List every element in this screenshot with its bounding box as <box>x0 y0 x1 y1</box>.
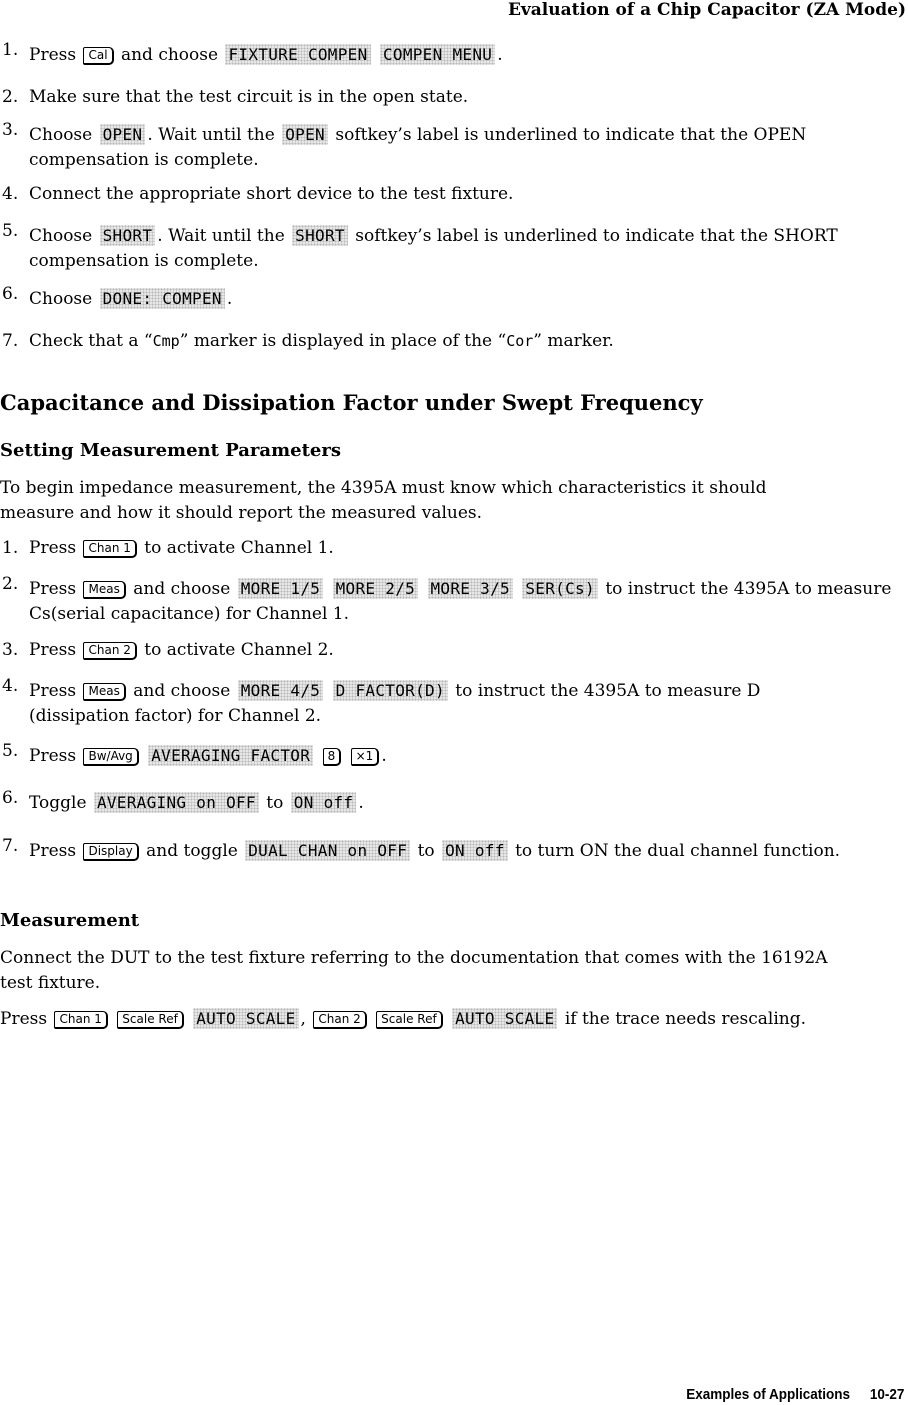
softkey-more-3-5[interactable]: MORE 3/5 <box>428 578 513 599</box>
softkey-more-4-5[interactable]: MORE 4/5 <box>238 680 323 701</box>
softkey-compen-menu[interactable]: COMPEN MENU <box>380 44 495 65</box>
scale-ref-key-2[interactable]: Scale Ref <box>376 1011 443 1029</box>
softkey-dual-chan[interactable]: DUAL CHAN on OFF <box>245 840 410 861</box>
softkey-averaging-on-off[interactable]: AVERAGING on OFF <box>94 792 259 813</box>
marker-cor: Cor <box>506 332 534 350</box>
page-number: 10-27 <box>869 1386 904 1403</box>
softkey-averaging-factor[interactable]: AVERAGING FACTOR <box>148 745 313 766</box>
softkey-open-label[interactable]: OPEN <box>282 124 328 145</box>
softkey-more-1-5[interactable]: MORE 1/5 <box>238 578 323 599</box>
softkey-ser-cs[interactable]: SER(Cs) <box>522 578 598 599</box>
softkey-auto-scale-2[interactable]: AUTO SCALE <box>452 1008 557 1029</box>
softkey-open[interactable]: OPEN <box>100 124 146 145</box>
meas-key[interactable]: Meas <box>83 581 125 599</box>
x1-key[interactable]: ×1 <box>351 748 380 766</box>
meas-key-2[interactable]: Meas <box>83 683 125 701</box>
subsection-title-setting: Setting Measurement Parameters <box>0 440 341 461</box>
display-key[interactable]: Display <box>83 843 138 861</box>
softkey-d-factor[interactable]: D FACTOR(D) <box>333 680 448 701</box>
scale-ref-key[interactable]: Scale Ref <box>117 1011 184 1029</box>
footer-section: Examples of Applications <box>685 1386 850 1403</box>
softkey-dual-on-off[interactable]: ON off <box>442 840 508 861</box>
softkey-auto-scale[interactable]: AUTO SCALE <box>193 1008 298 1029</box>
chan2-key-2[interactable]: Chan 2 <box>313 1011 366 1029</box>
softkey-more-2-5[interactable]: MORE 2/5 <box>333 578 418 599</box>
softkey-short-label[interactable]: SHORT <box>292 225 348 246</box>
marker-cmp: Cmp <box>152 332 180 350</box>
section-title: Capacitance and Dissipation Factor under Swept Frequency <box>0 390 703 415</box>
softkey-on-off[interactable]: ON off <box>291 792 357 813</box>
measurement-paragraph: Connect the DUT to the test fixture referring to the documentation that comes with the 16192A test fixture. <box>0 948 828 993</box>
chan1-key-2[interactable]: Chan 1 <box>54 1011 107 1029</box>
intro-paragraph: To begin impedance measurement, the 4395A must know which characteristics it should measure and how it should report the measured values. <box>0 478 767 523</box>
bw-avg-key[interactable]: Bw/Avg <box>83 748 138 766</box>
cal-key[interactable]: Cal <box>83 47 113 65</box>
digit-8-key[interactable]: 8 <box>323 748 342 766</box>
softkey-fixture-compen[interactable]: FIXTURE COMPEN <box>225 44 370 65</box>
softkey-done-compen[interactable]: DONE: COMPEN <box>100 288 225 309</box>
chan1-key[interactable]: Chan 1 <box>83 540 136 558</box>
softkey-short[interactable]: SHORT <box>100 225 156 246</box>
subsection-title-measurement: Measurement <box>0 910 140 931</box>
chan2-key[interactable]: Chan 2 <box>83 642 136 660</box>
page-footer <box>686 1386 904 1403</box>
running-header: Evaluation of a Chip Capacitor (ZA Mode) <box>507 0 906 20</box>
